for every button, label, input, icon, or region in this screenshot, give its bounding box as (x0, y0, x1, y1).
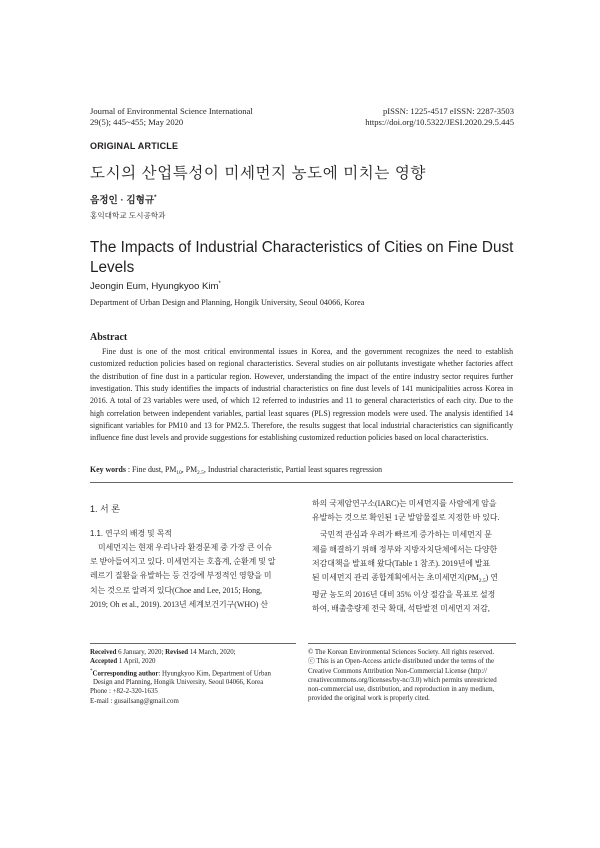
article-type-label: ORIGINAL ARTICLE (90, 141, 179, 151)
abstract-heading: Abstract (90, 332, 128, 343)
keywords-text-a: : Fine dust, PM (125, 465, 177, 474)
received-date: 6 January, 2020; (116, 649, 166, 656)
left-line-2: 로 받아들여지고 있다. 미세먼지는 호흡계, 순환계 및 알 (90, 557, 276, 567)
english-affiliation: Department of Urban Design and Planning, Hongik University, Seoul 04066, Korea (90, 298, 365, 307)
journal-issn: pISSN: 1225-4517 eISSN: 2287-3503 (382, 106, 514, 116)
email-line[interactable]: E-mail : gusailsang@gmail.com (90, 697, 179, 705)
right-line-8: 하여, 배출총량제 전국 확대, 석탄발전 미세먼지 저감, (312, 604, 490, 614)
right-line-6-b: ) 연 (485, 573, 498, 583)
keywords-sub-10: 10 (176, 470, 182, 476)
revised-label: Revised (165, 649, 189, 656)
license-line-2: Creative Commons Attribution Non-Commercial License (http:// (308, 667, 487, 675)
keywords-sub-25: 2.5 (197, 470, 204, 476)
corr-mark: * (90, 668, 93, 674)
journal-volume: 29(5); 445~455; May 2020 (90, 117, 184, 127)
accepted-label: Accepted (90, 658, 118, 666)
right-line-6-a: 된 미세먼지 관리 종합계획에서는 초미세먼지(PM (312, 573, 479, 583)
english-authors (90, 281, 221, 292)
korean-authors-text: 음정인 · 김형규 (90, 195, 155, 206)
license-line-5: provided the original work is properly cited. (308, 695, 430, 703)
english-title (90, 238, 513, 277)
keywords (90, 465, 382, 476)
korean-authors (90, 192, 156, 206)
right-line-6-sub: 2.5 (478, 578, 486, 585)
received-label: Received (90, 649, 117, 656)
journal-doi[interactable]: https://doi.org/10.5322/JESI.2020.29.5.445 (365, 117, 514, 127)
right-line-6 (312, 571, 516, 588)
left-column-text (90, 541, 294, 612)
left-line-4: 치는 것으로 알려져 있다(Choe and Lee, 2015; Hong, (90, 585, 262, 595)
right-line-1: 하의 국제암연구소(IARC)는 미세먼지를 사람에게 암을 (312, 499, 497, 508)
journal-name: Journal of Environmental Science International (90, 106, 253, 116)
right-line-3: 국민적 관심과 우려가 빠르게 증가하는 미세먼지 문 (320, 530, 492, 540)
received-line (90, 648, 296, 657)
right-column-text (312, 497, 516, 617)
english-title-line1: The Impacts of Industrial Characteristics of Cities on Fine Dust (90, 239, 514, 256)
keywords-text-c: , Industrial characteristic, Partial least squares regression (203, 465, 383, 474)
footnote-right (308, 648, 516, 704)
corresponding-line-2: Design and Planning, Hongik University, Seoul 04066, Korea (93, 679, 264, 687)
accepted-line (90, 657, 296, 666)
right-line-4: 제를 해결하기 위해 정부와 지방자치단체에서는 다양한 (312, 544, 498, 554)
license-line-4: non-commercial use, distribution, and reproduction in any medium, (308, 686, 495, 694)
license-line-3[interactable]: creativecommons.org/licenses/by-nc/3.0) which permits unrestricted (308, 676, 497, 684)
footnote-divider-left (90, 643, 296, 644)
revised-date: 14 March, 2020; (188, 649, 236, 656)
footnote-left (90, 648, 296, 706)
english-authors-text: Jeongin Eum, Hyungkyoo Kim (90, 281, 219, 293)
section-heading: 1. 서 론 (90, 504, 120, 514)
right-line-5: 저감대책을 발표해 왔다(Table 1 참조). 2019년에 발표 (312, 558, 491, 568)
corresponding-line (90, 667, 296, 679)
korean-title: 도시의 산업특성이 미세먼지 농도에 미치는 영향 (90, 165, 426, 182)
left-line-3: 레르기 질환을 유발하는 등 건강에 부정적인 영향을 미 (90, 571, 272, 581)
corresponding-mark-en: * (218, 281, 221, 287)
english-title-line2: Levels (90, 258, 135, 276)
keywords-text-b: , PM (181, 465, 198, 474)
copyright-line: © The Korean Environmental Sciences Society. All rights reserved. (308, 649, 495, 656)
corresponding-label: Corresponding author (92, 669, 159, 677)
korean-affiliation: 홍익대학교 도시공학과 (90, 211, 166, 220)
subsection-heading: 1.1. 연구의 배경 및 목적 (90, 529, 172, 538)
corresponding-mark: * (154, 194, 157, 201)
accepted-date: 1 April, 2020 (117, 658, 156, 666)
right-line-7: 평균 농도의 2016년 대비 35% 이상 절감을 목표로 설정 (312, 590, 496, 600)
abstract-text: Fine dust is one of the most critical environmental issues in Korea, and the government recognizes the need to establish customized reduction policies based on regional characteristics. Several studies on air pollutants investigate whether factories affect the distribution of fine dust in a particular region. However, understanding the impact of the entire industry sector requires further investigation. This study identifies the impacts of industrial characteristics on fine dust levels of 141 municipalities across Korea in 2016. A total of 23 variables were used, of which 12 referred to industries and 11 to general characteristics of each city. Due to the high correlation between independent variables, partial least squares (PLS) regression models were used. The analysis identified 14 significant variables for PM10 and 13 for PM2.5. Therefore, the results suggest that local industrial characteristics can significantly influence fine dust levels and provide suggestions for establishing customized reduction policies based on local characteristics. (90, 347, 513, 443)
abstract-divider (90, 482, 513, 483)
right-line-2: 유발하는 것으로 확인된 1군 발암물질로 지정한 바 있다. (312, 513, 500, 523)
footnote-divider-right (308, 643, 516, 644)
left-line-1: 미세먼지는 현재 우리나라 환경문제 중 가장 큰 이슈 (98, 543, 272, 552)
corresponding-text: : Hyungkyoo Kim, Department of Urban (158, 669, 271, 677)
license-line-1: ⓒ This is an Open-Access article distributed under the terms of the (308, 658, 495, 666)
left-line-5: 2019; Oh et al., 2019). 2013년 세계보건기구(WHO) 산 (90, 599, 269, 609)
phone-line: Phone : +82-2-320-1635 (90, 688, 158, 696)
keywords-label: Key words (90, 465, 126, 474)
